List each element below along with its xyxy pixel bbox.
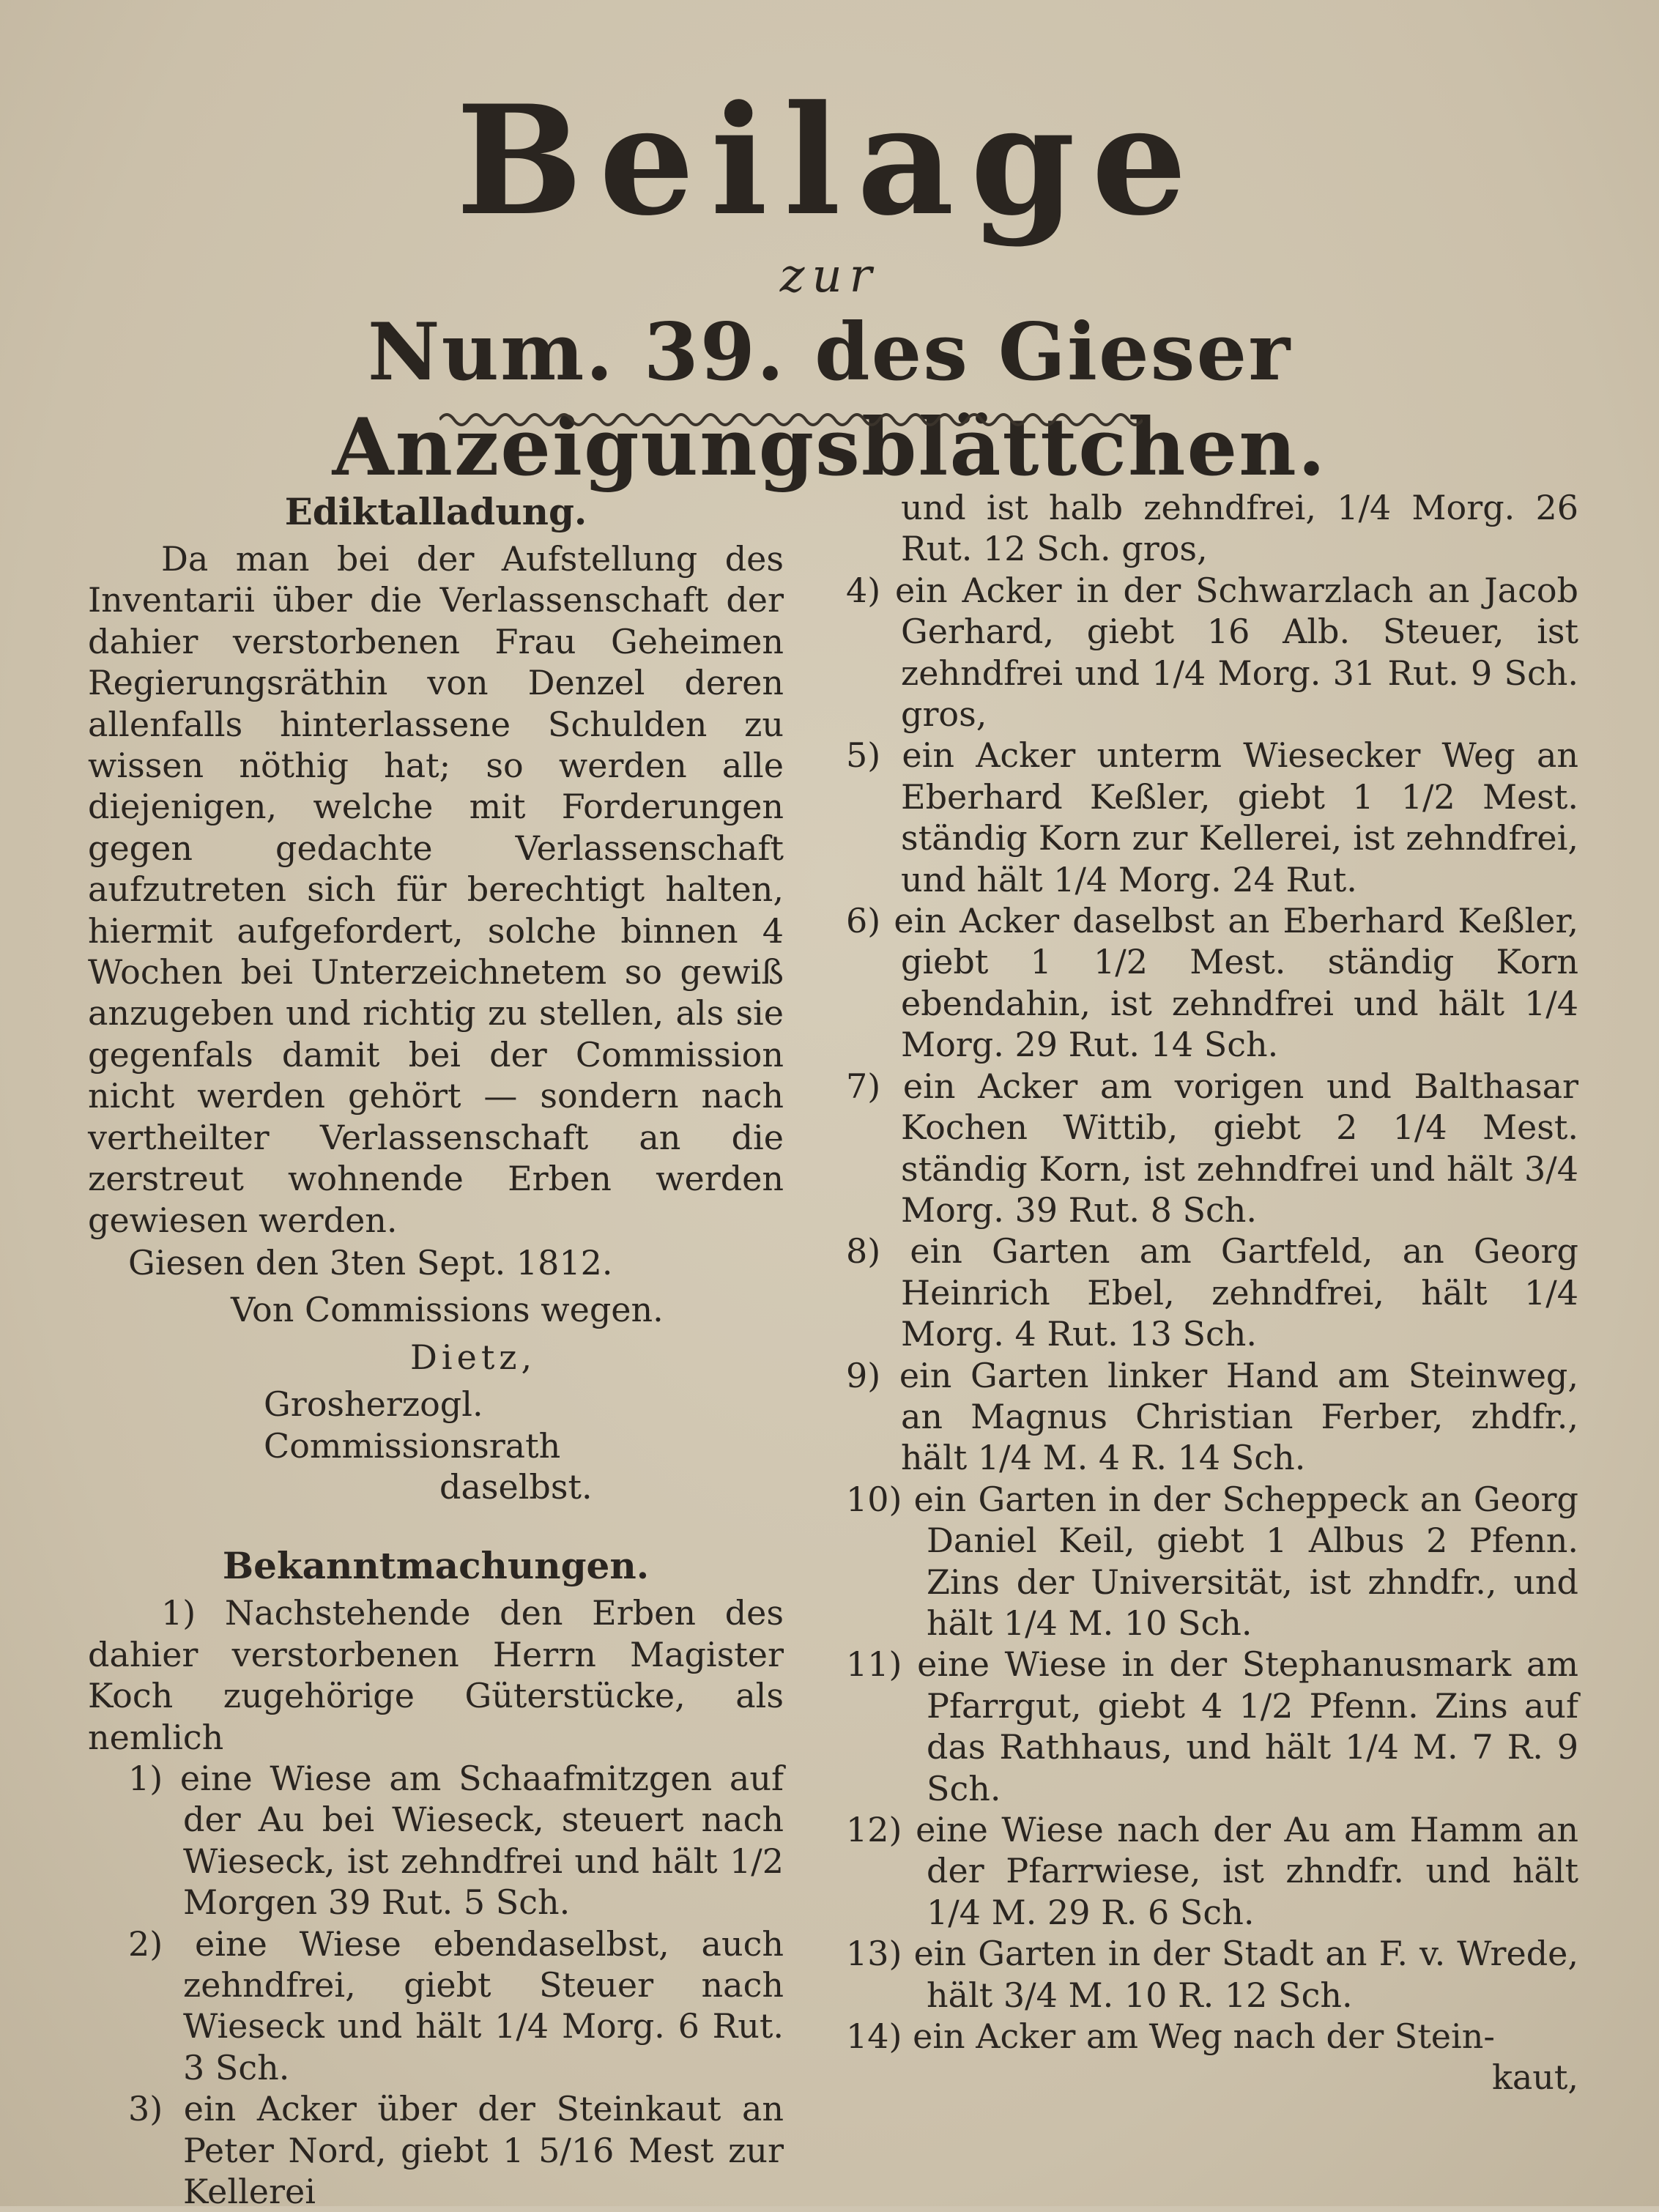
list-item: 2) eine Wiese ebendaselbst, auch zehndfrei, giebt Steuer nach Wieseck und hält 1/4 Morg. 6 Rut. 3 Sch. bbox=[128, 1923, 784, 2087]
masthead bbox=[0, 73, 1659, 495]
edict-heading: Ediktalladung. bbox=[284, 490, 587, 533]
signature-name: Dietz, bbox=[410, 1337, 537, 1377]
signature-line: Von Commissions wegen. bbox=[231, 1290, 664, 1330]
list-item: 6) ein Acker daselbst an Eberhard Keßler, giebt 1 1/2 Mest. ständig Korn ebendahin, ist zehndfrei und hält 1/4 Morg. 29 Rut. 14 Sch. bbox=[846, 901, 1578, 1065]
masthead-subtitle: Num. 39. des Gieser Anzeigungsblättchen. bbox=[332, 306, 1327, 494]
list-item: 10) ein Garten in der Scheppeck an Georg Daniel Keil, giebt 1 Albus 2 Pfenn. Zins der Universität, ist zhndfr., und hält 1/4 M. 10 Sch. bbox=[846, 1479, 1578, 1643]
right-column bbox=[846, 487, 1578, 2098]
edict-text: Da man bei der Aufstellung des Inventarii über die Verlassenschaft der dahier verstorbenen Frau Geheimen Regierungsräthin von Denzel deren allenfalls hinterlassene Schulden zu wissen nöthig hat; so werden alle diejenigen, welche mit Forderungen gegen gedachte Verlassenschaft aufzutreten sich für berechtigt halten, hiermit aufgefordert, solche binnen 4 Wochen bei Unterzeichnetem so gewiß anzugeben und richtig zu stellen, als sie gegenfals damit bei der Commission nicht werden gehört — sondern nach vertheilter Verlassenschaft an die zerstreut wohnende Erben werden gewiesen werden. bbox=[88, 539, 784, 1240]
list-item: 1) eine Wiese am Schaafmitzgen auf der Au bei Wieseck, steuert nach Wieseck, ist zehndfrei und hält 1/2 Morgen 39 Rut. 5 Sch. bbox=[128, 1758, 784, 1923]
left-column bbox=[88, 487, 784, 2212]
list-item: 11) eine Wiese in der Stephanusmark am Pfarrgut, giebt 4 1/2 Pfenn. Zins auf das Rathhaus, und hält 1/4 M. 7 R. 9 Sch. bbox=[846, 1644, 1578, 1808]
list-item: 7) ein Acker am vorigen und Balthasar Kochen Wittib, giebt 2 1/4 Mest. ständig Korn, ist zehndfrei und hält 3/4 Morg. 39 Rut. 8 Sch. bbox=[846, 1066, 1578, 1230]
ornamental-divider bbox=[439, 407, 1143, 433]
masthead-title: Beilage bbox=[456, 73, 1203, 249]
list-item: 3) ein Acker über der Steinkaut an Peter Nord, giebt 1 5/16 Mest zur Kellerei bbox=[128, 2089, 784, 2212]
masthead-zur: zur bbox=[779, 249, 880, 303]
list-item: 9) ein Garten linker Hand am Steinweg, an Magnus Christian Ferber, zhdfr., hält 1/4 M. 4 R. 14 Sch. bbox=[846, 1355, 1578, 1478]
list-item: 12) eine Wiese nach der Au am Hamm an der Pfarrwiese, ist zhndfr. und hält 1/4 M. 29 R. 6 Sch. bbox=[846, 1810, 1578, 1932]
list-item: 14) ein Acker am Weg nach der Stein- bbox=[846, 2016, 1495, 2057]
list-item: 4) ein Acker in der Schwarzlach an Jacob Gerhard, giebt 16 Alb. Steuer, ist zehndfrei und 1/4 Morg. 31 Rut. 9 Sch. gros, bbox=[846, 570, 1578, 735]
signature-title: Grosherzogl. Commissionsrath bbox=[264, 1384, 561, 1466]
list-item: 13) ein Garten in der Stadt an F. v. Wrede, hält 3/4 M. 10 R. 12 Sch. bbox=[846, 1934, 1578, 2015]
edict-date: Giesen den 3ten Sept. 1812. bbox=[128, 1242, 613, 1283]
list-item: 5) ein Acker unterm Wiesecker Weg an Eberhard Keßler, giebt 1 1/2 Mest. ständig Korn zur Kellerei, ist zehndfrei, und hält 1/4 Morg. 24 Rut. bbox=[846, 735, 1578, 899]
list-item-last-word: kaut, bbox=[1491, 2057, 1578, 2098]
list-item: 8) ein Garten am Gartfeld, an Georg Heinrich Ebel, zehndfrei, hält 1/4 Morg. 4 Rut. 13 Sch. bbox=[846, 1231, 1578, 1354]
signature-place: daselbst. bbox=[439, 1466, 593, 1507]
notice-intro: 1) Nachstehende den Erben des dahier verstorbenen Herrn Magister Koch zugehörige Güterstücke, als nemlich bbox=[88, 1593, 784, 1757]
list-item-continuation: und ist halb zehndfrei, 1/4 Morg. 26 Rut. 12 Sch. gros, bbox=[901, 488, 1578, 569]
notice-heading: Bekanntmachungen. bbox=[222, 1544, 650, 1588]
